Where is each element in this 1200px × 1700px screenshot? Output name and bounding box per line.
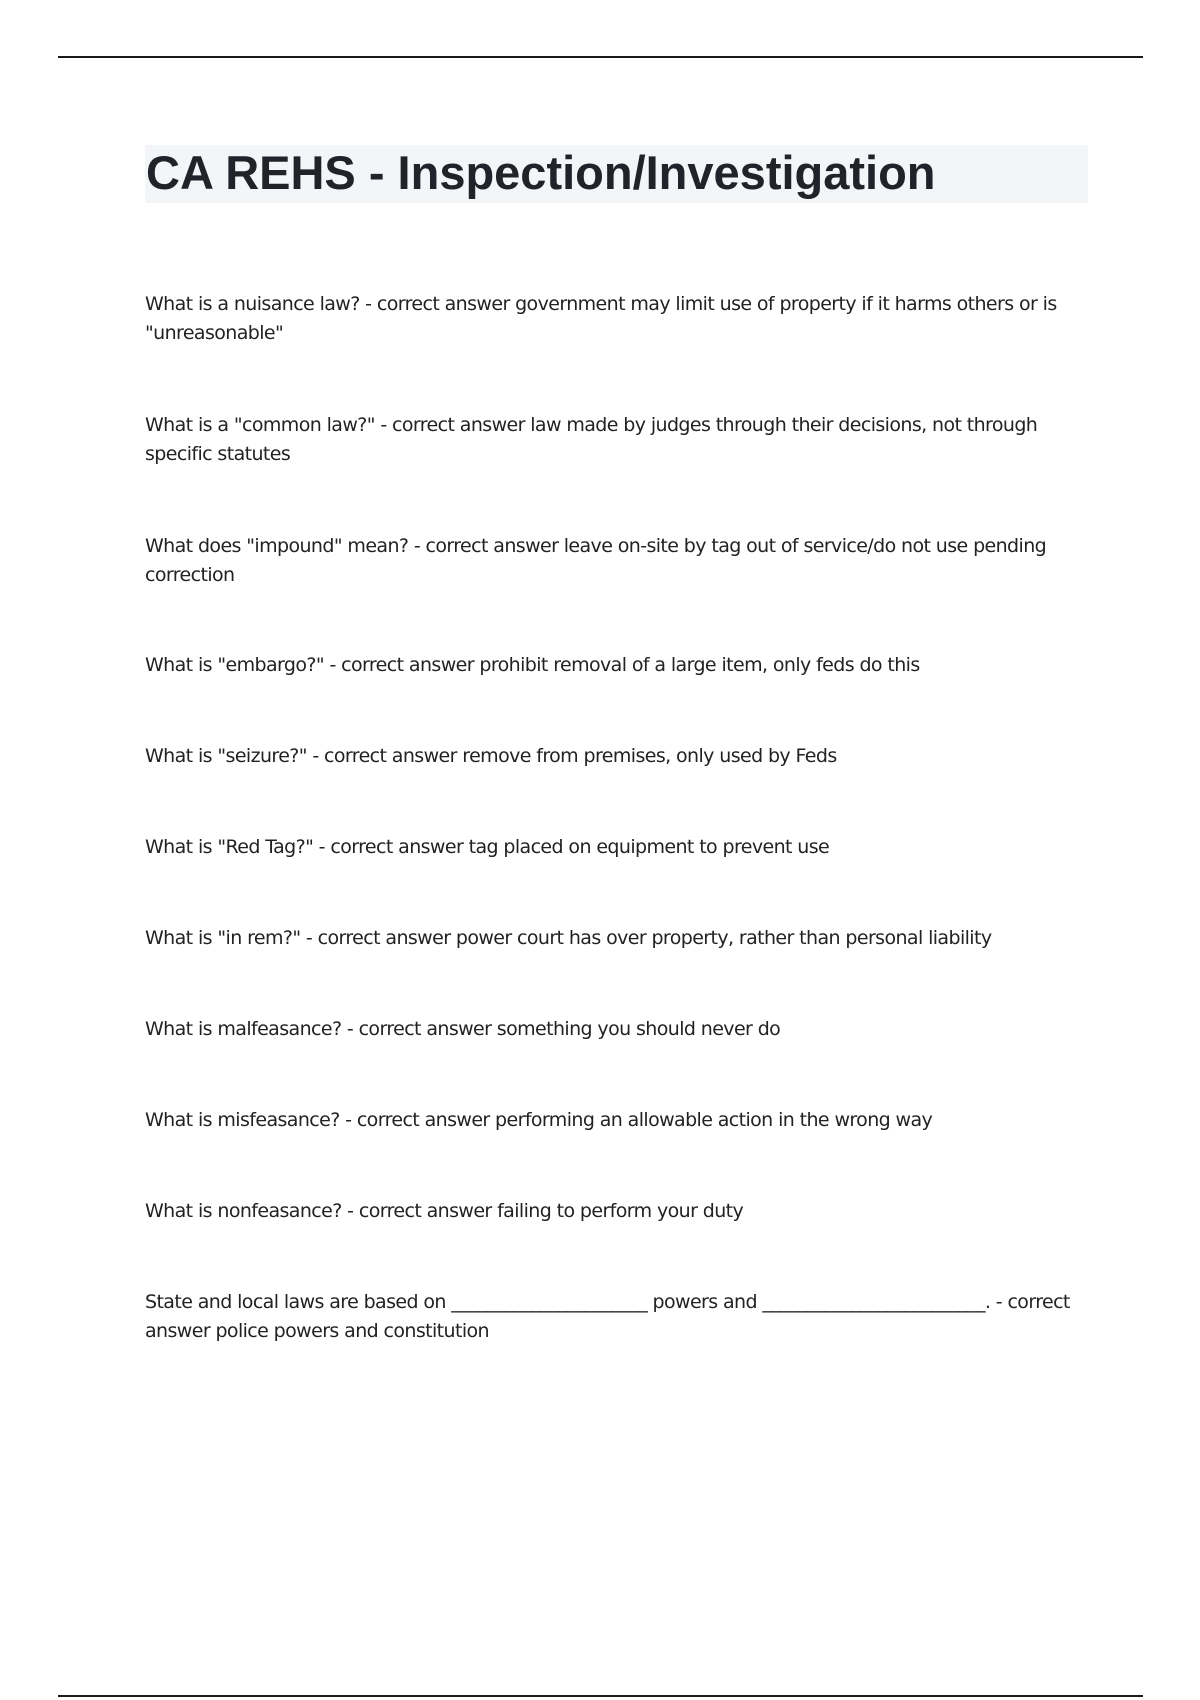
qa-item-embargo: What is "embargo?" - correct answer prohibit removal of a large item, only feds do this [145, 654, 920, 676]
qa-item-common-law: What is a "common law?" - correct answer law made by judges through their decisions, not through specific statutes [145, 414, 1038, 465]
qa-item-impound: What does "impound" mean? - correct answer leave on-site by tag out of service/do not use pending correction [145, 535, 1047, 586]
qa-item-malfeasance: What is malfeasance? - correct answer something you should never do [145, 1018, 781, 1040]
bottom-rule [58, 1695, 1143, 1697]
qa-item-nuisance-law: What is a nuisance law? - correct answer government may limit use of property if it harms others or is "unreasonable" [145, 293, 1057, 344]
document-title: CA REHS - Inspection/Investigation [146, 146, 936, 199]
qa-item-red-tag: What is "Red Tag?" - correct answer tag placed on equipment to prevent use [145, 836, 830, 858]
qa-item-seizure: What is "seizure?" - correct answer remove from premises, only used by Feds [145, 745, 837, 767]
qa-item-misfeasance: What is misfeasance? - correct answer performing an allowable action in the wrong way [145, 1109, 933, 1131]
qa-item-state-local-laws: State and local laws are based on ______________________ powers and _________________________. - correct answer police powers and constitution [145, 1291, 1070, 1342]
qa-item-nonfeasance: What is nonfeasance? - correct answer failing to perform your duty [145, 1200, 744, 1222]
qa-item-in-rem: What is "in rem?" - correct answer power court has over property, rather than personal liability [145, 927, 992, 949]
top-rule [58, 56, 1143, 58]
